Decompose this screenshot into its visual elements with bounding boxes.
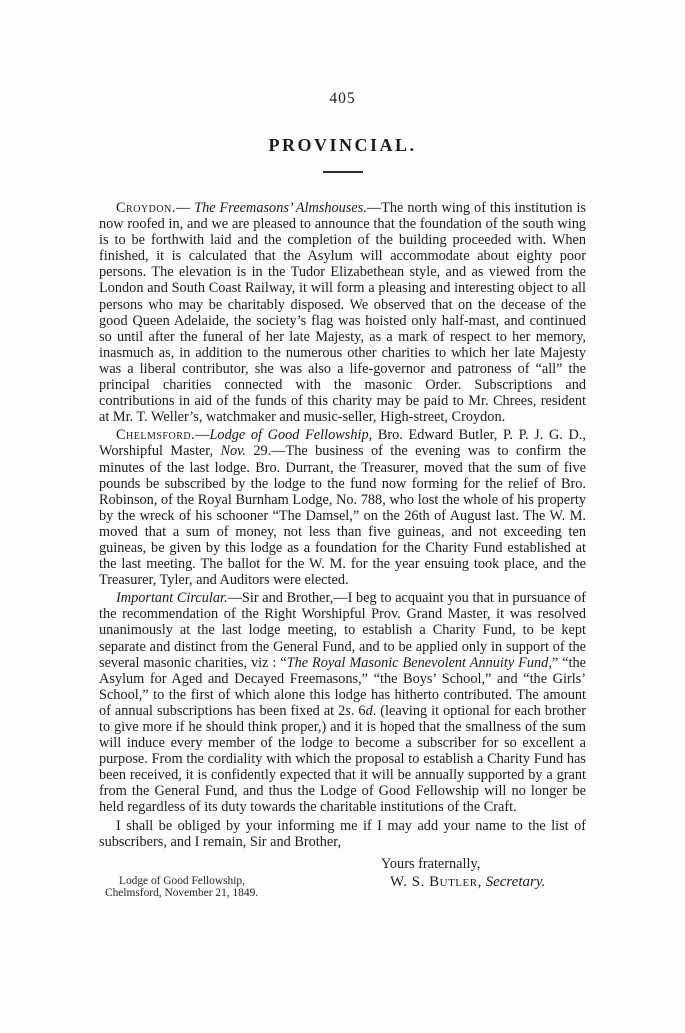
paragraph-closing-request: I shall be obliged by your informing me if I may add your name to the list of subscribers, and I remain, Sir and Brother, (99, 817, 586, 850)
section-heading: PROVINCIAL. (268, 135, 417, 155)
article-body (99, 200, 586, 850)
paragraph-chelmsford-lodge: Chelmsford.—Lodge of Good Fellowship, Bro. Edward Butler, P. P. J. G. D., Worshipful Master, Nov. 29.—The business of the evening was to confirm the minutes of the last lodge. Bro. Durrant, the Treasurer, moved that the sum of five pounds be subscribed by the lodge to the fund now forming for the relief of Bro. Robinson, of the Royal Burnham Lodge, No. 788, who lost the whole of his property by the wreck of his schooner “The Damsel,” on the 26th of August last. The W. M. moved that a sum of money, not less than five guineas, and not exceeding ten guineas, be given by this lodge as a foundation for the Charity Fund established at the last meeting. The ballot for the W. M. for the year ensuing took place, and the Treasurer, Tyler, and Auditors were elected. (99, 427, 587, 589)
valediction: Yours fraternally, (381, 855, 481, 872)
signer-name: W. S. Butler, (390, 874, 482, 891)
heading-divider (323, 171, 363, 173)
date-line: Chelmsford, November 21, 1849. (105, 886, 259, 899)
paragraph-important-circular: Important Circular.—Sir and Brother,—I beg to acquaint you that in pursuance of the recommendation of the Right Worshipful Prov. Grand Master, it was resolved unanimously at the last lodge meeting, to establish a Charity Fund, to be kept separate and distinct from the General Fund, and to be applied only in support of the several masonic charities, viz : “The Royal Masonic Benevolent Annuity Fund,” “the Asylum for Aged and Decayed Freemasons,” “the Boys’ School,” and “the Girls’ School,” to the first of which alone this lodge has hitherto contributed. The amount of annual subscriptions has been fixed at 2s. 6d. (leaving it optional for each brother to give more if he should think proper,) and it is hoped that the smallness of the sum will induce every member of the lodge to become a subscriber for so excellent a purpose. From the cordiality with which the proposal to establish a Charity Fund has been received, it is confidently expected that it will be annually supported by a grant from the General Fund, and thus the Lodge of Good Fellowship will no longer be held regardless of its duty towards the charitable institutions of the Craft. (99, 590, 586, 816)
paragraph-croydon-almshouses: Croydon.— The Freemasons’ Almshouses.—The north wing of this institution is now roofed in, and we are pleased to announce that the foundation of the south wing is to be forthwith laid and the completion of the building proceeded with. When finished, it is calculated that the Asylum will accommodate about eighty poor persons. The elevation is in the Tudor Elizabethean style, and as viewed from the London and South Coast Railway, it will form a pleasing and interesting object to all persons who may be charitably disposed. We observed that on the decease of the good Queen Adelaide, the society’s flag was hoisted only half-mast, and continued so until after the funeral of her late Majesty, as a mark of respect to her memory, inasmuch as, in addition to the numerous other charities to which her late Majesty was a liberal contributor, she was also a life-governor and patroness of “all” the principal charities connected with the masonic Order. Subscriptions and contributions in aid of the funds of this charity may be paid to Mr. Chrees, resident at Mr. T. Weller’s, watchmaker and music-seller, High-street, Croydon. (99, 200, 587, 426)
signer-title: Secretary. (485, 874, 546, 891)
org-line: Lodge of Good Fellowship, (119, 874, 245, 887)
valediction-block (381, 855, 545, 892)
page-number: 405 (329, 90, 356, 107)
signature-block (99, 852, 586, 932)
dateline (105, 876, 258, 900)
signer-line (390, 873, 545, 892)
